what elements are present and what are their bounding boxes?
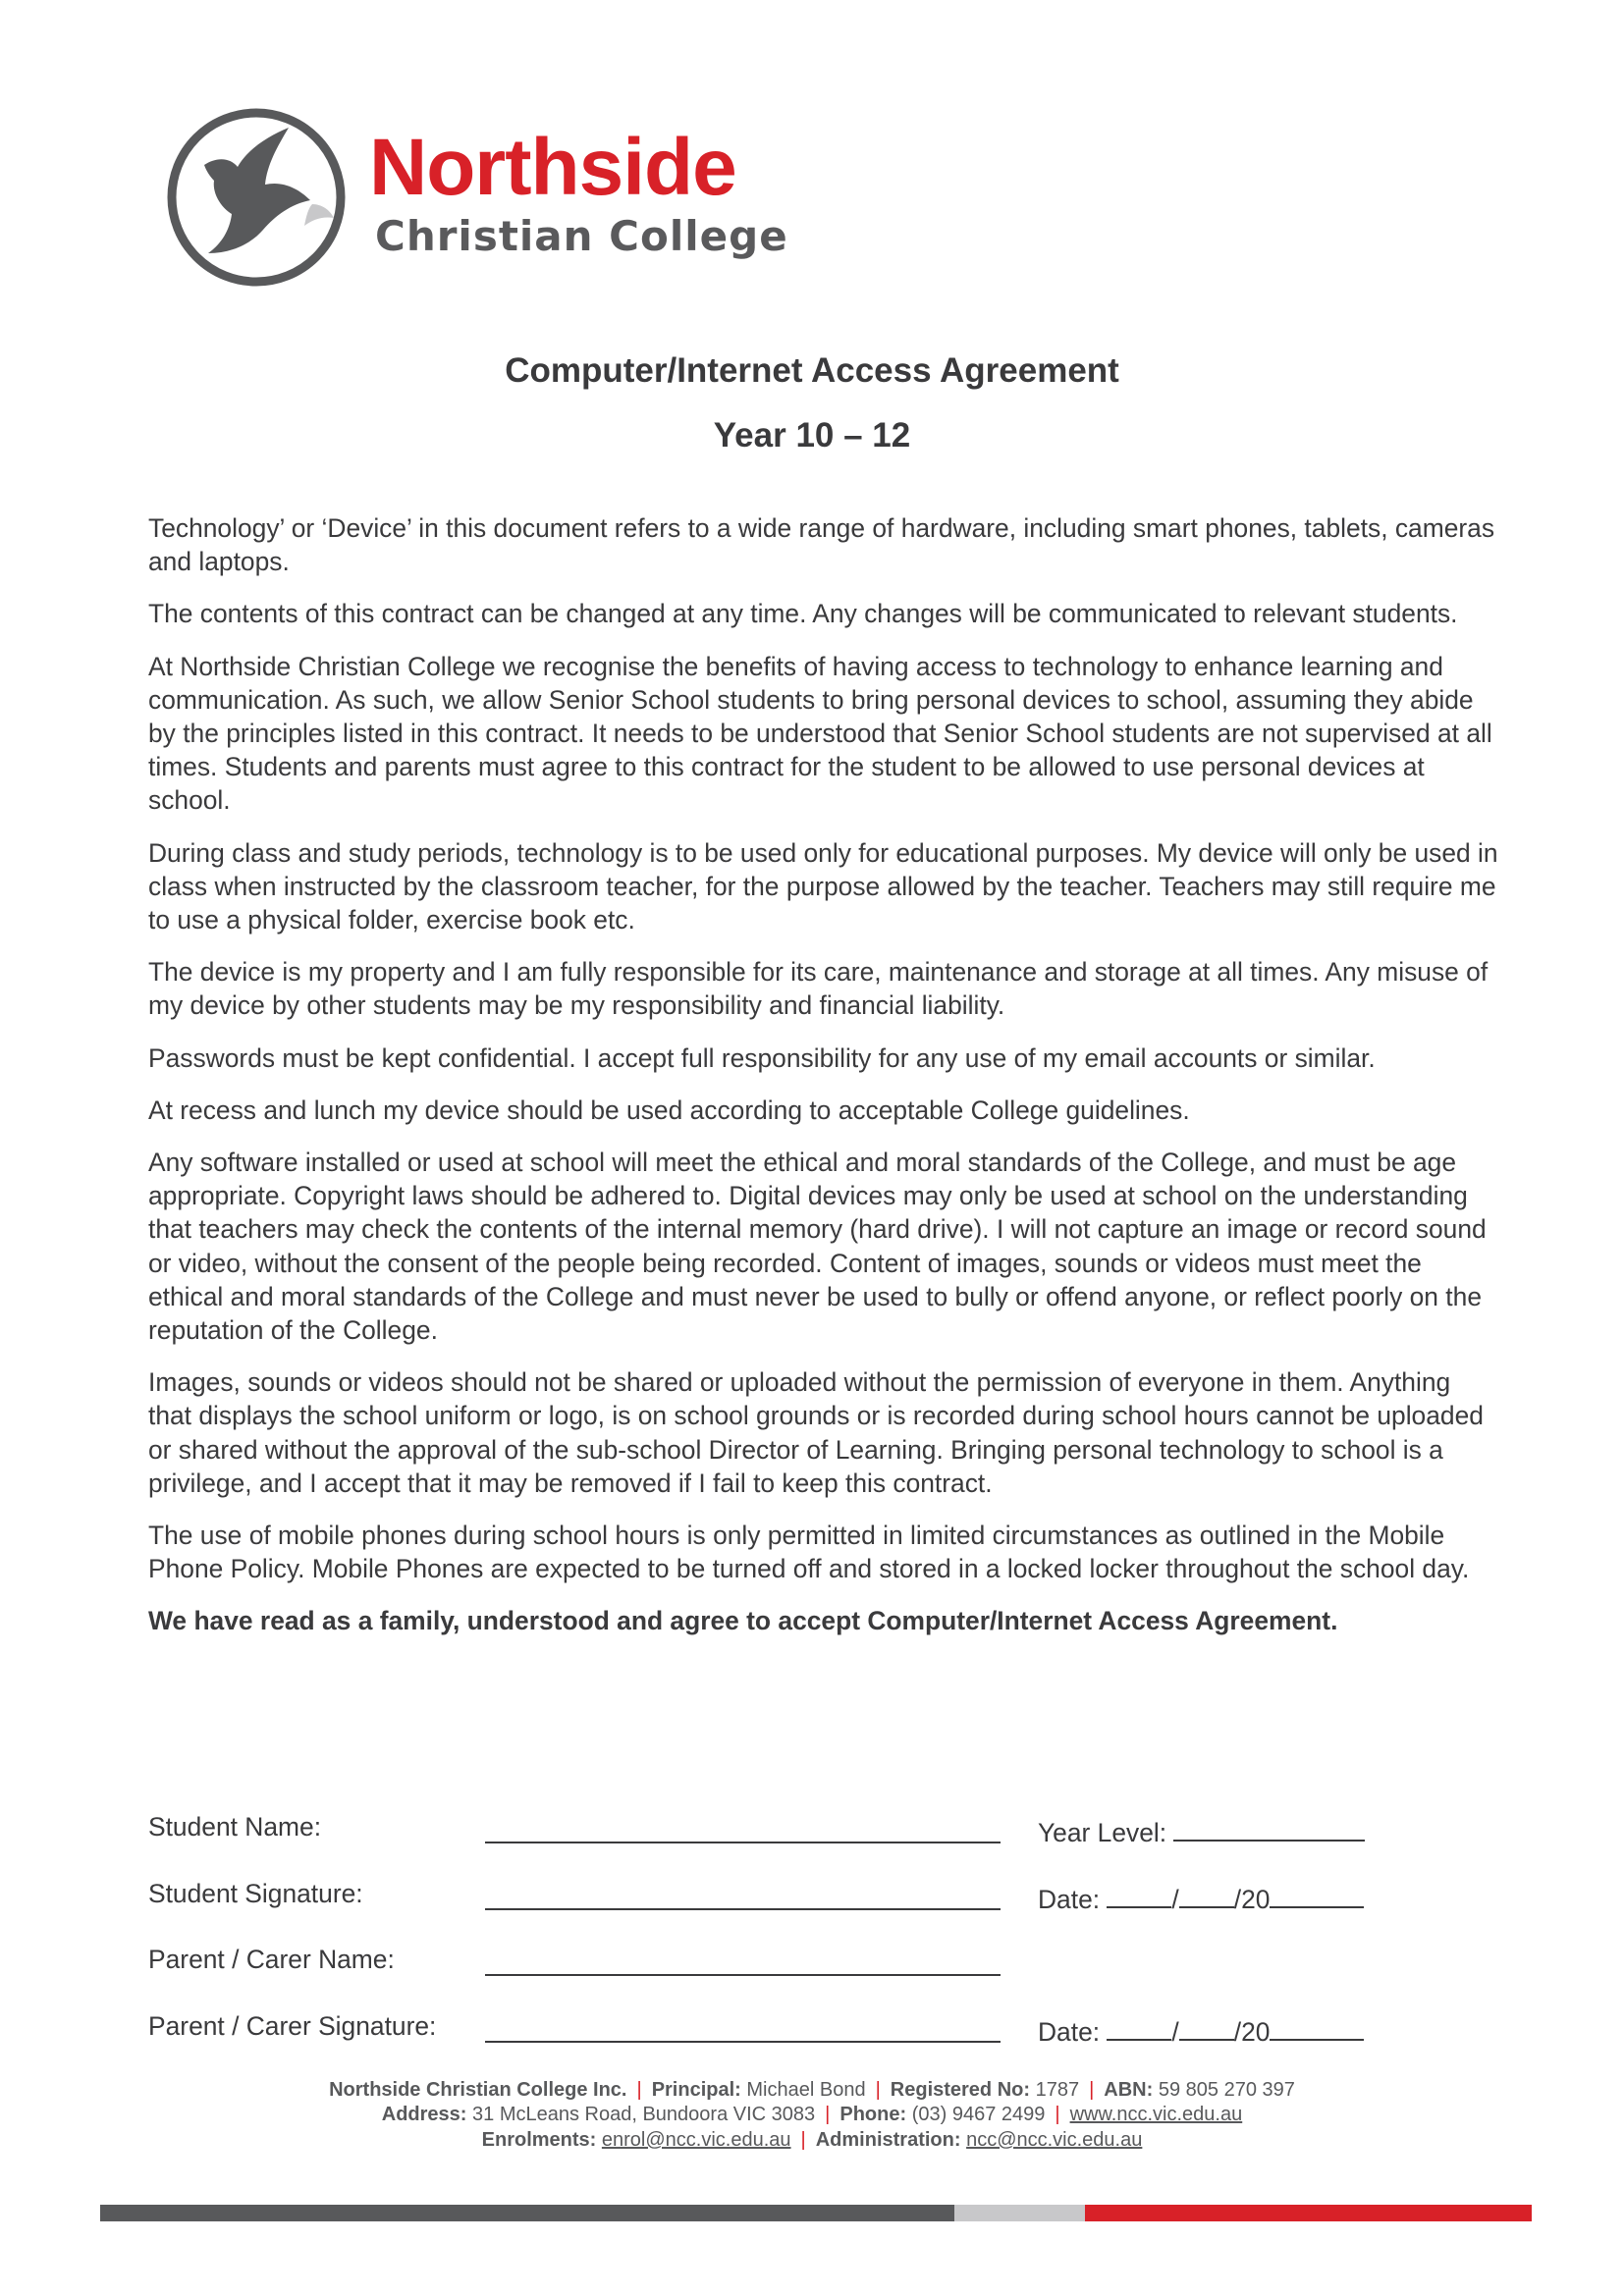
signature-form [148, 1812, 1425, 2087]
registered-value: 1787 [1035, 2079, 1080, 2101]
separator: | [1089, 2079, 1095, 2101]
date-day-field[interactable] [1107, 1879, 1171, 1908]
college-logo [165, 106, 793, 293]
separator: | [636, 2079, 642, 2101]
paragraph: The contents of this contract can be changed at any time. Any changes will be communicated to relevant students. [148, 599, 1458, 629]
year-level-field[interactable] [1173, 1812, 1365, 1842]
logo-subtitle: Christian College [375, 212, 788, 260]
paragraph: Passwords must be kept confidential. I accept full responsibility for any use of my email accounts or similar. [148, 1042, 1376, 1073]
separator: | [825, 2104, 831, 2125]
principal-label: Principal: [651, 2079, 741, 2101]
footer-line-3 [0, 2128, 1624, 2154]
paragraph: At recess and lunch my device should be used according to acceptable College guidelines. [148, 1095, 1190, 1125]
principal-value: Michael Bond [746, 2079, 866, 2101]
footer-bar-light [954, 2205, 1085, 2221]
administration-email-link[interactable]: ncc@ncc.vic.edu.au [966, 2129, 1143, 2151]
date-month-field[interactable] [1179, 2011, 1234, 2041]
date-century: /20 [1233, 1885, 1271, 1914]
website-link[interactable]: www.ncc.vic.edu.au [1069, 2104, 1243, 2125]
separator: | [875, 2079, 881, 2101]
parent-date-group [1038, 2011, 1364, 2048]
date-label: Date: [1038, 2017, 1101, 2047]
logo-name: Northside [369, 123, 736, 212]
student-name-row [148, 1812, 1425, 1851]
date-century: /20 [1233, 2017, 1271, 2047]
footer-bar-red [1085, 2205, 1532, 2221]
student-signature-row [148, 1879, 1425, 1918]
separator: | [800, 2129, 806, 2151]
footer-line-1 [0, 2078, 1624, 2104]
student-name-label: Student Name: [148, 1812, 322, 1842]
agreement-body [148, 511, 1498, 1657]
enrolments-email-link[interactable]: enrol@ncc.vic.edu.au [601, 2129, 791, 2151]
footer-line-2 [0, 2103, 1624, 2128]
paragraph: At Northside Christian College we recognise the benefits of having access to technology to enhance learning and communication. As such, we allow Senior School students to bring personal devices to school, assuming they abide by the principles listed in this contract. It needs to be understood that Senior School students are not supervised at all times. Students and parents must agree to this contract for the student to be allowed to use personal devices at school. [148, 651, 1492, 816]
date-year-field[interactable] [1270, 1879, 1364, 1908]
student-signature-field[interactable] [485, 1908, 1001, 1910]
org-name: Northside Christian College Inc. [329, 2079, 627, 2101]
paragraph: The use of mobile phones during school hours is only permitted in limited circumstances as outlined in the Mobile Phone Policy. Mobile Phones are expected to be turned off and stored in a locked locker throughout the school day. [148, 1521, 1470, 1584]
registered-label: Registered No: [890, 2079, 1031, 2101]
paragraph: Images, sounds or videos should not be shared or uploaded without the permission of everyone in them. Anything that displays the school uniform or logo, is on school grounds or is recorded during school hours cannot be uploaded or shared without the approval of the sub-school Director of Learning. Bringing personal technology to school is a privilege, and I accept that it may be removed if I fail to keep this contract. [148, 1367, 1484, 1498]
phone-label: Phone: [839, 2104, 907, 2125]
date-year-field[interactable] [1270, 2011, 1364, 2041]
parent-name-field[interactable] [485, 1974, 1001, 1976]
student-date-group [1038, 1879, 1364, 1915]
dove-in-circle-icon [165, 106, 348, 289]
parent-name-row [148, 1945, 1425, 1984]
date-day-field[interactable] [1107, 2011, 1171, 2041]
abn-label: ABN: [1104, 2079, 1154, 2101]
paragraph: The device is my property and I am fully responsible for its care, maintenance and storage at all times. Any misuse of my device by other students may be my responsibility and financial liability. [148, 957, 1489, 1021]
date-label: Date: [1038, 1885, 1101, 1914]
year-level-label: Year Level: [1038, 1818, 1167, 1847]
student-signature-label: Student Signature: [148, 1879, 363, 1908]
paragraph: During class and study periods, technology is to be used only for educational purposes. My device will only be used in class when instructed by the classroom teacher, for the purpose allowed by the teacher. Teachers may still require me to use a physical folder, exercise book etc. [148, 837, 1498, 935]
date-slash: / [1171, 2017, 1179, 2047]
parent-signature-label: Parent / Carer Signature: [148, 2011, 437, 2041]
document-subtitle: Year 10 – 12 [713, 416, 911, 454]
separator: | [1055, 2104, 1060, 2125]
declaration: We have read as a family, understood and agree to accept Computer/Internet Access Agreement. [148, 1606, 1338, 1636]
document-title: Computer/Internet Access Agreement [505, 351, 1119, 390]
paragraph: Technology’ or ‘Device’ in this document refers to a wide range of hardware, including smart phones, tablets, cameras and laptops. [148, 513, 1495, 577]
administration-label: Administration: [815, 2129, 961, 2151]
parent-signature-field[interactable] [485, 2041, 1001, 2043]
date-month-field[interactable] [1179, 1879, 1234, 1908]
enrolments-label: Enrolments: [481, 2129, 597, 2151]
phone-value: (03) 9467 2499 [911, 2104, 1046, 2125]
student-name-field[interactable] [485, 1842, 1001, 1843]
parent-name-label: Parent / Carer Name: [148, 1945, 395, 1974]
parent-signature-row [148, 2011, 1425, 2051]
date-slash: / [1171, 1885, 1179, 1914]
paragraph: Any software installed or used at school will meet the ethical and moral standards of the College, and must be age appropriate. Copyright laws should be adhered to. Digital devices may only be used at school on the understanding that teachers may check the contents of the internal memory (hard drive). I will not capture an image or record sound or video, without the consent of the people being recorded. Content of images, sounds or videos must meet the ethical and moral standards of the College and must never be used to bully or offend anyone, or reflect poorly on the reputation of the College. [148, 1148, 1487, 1346]
address-label: Address: [381, 2104, 467, 2125]
year-level-group [1038, 1812, 1365, 1848]
abn-value: 59 805 270 397 [1158, 2079, 1295, 2101]
footer-bar-dark [100, 2205, 954, 2221]
address-value: 31 McLeans Road, Bundoora VIC 3083 [472, 2104, 816, 2125]
